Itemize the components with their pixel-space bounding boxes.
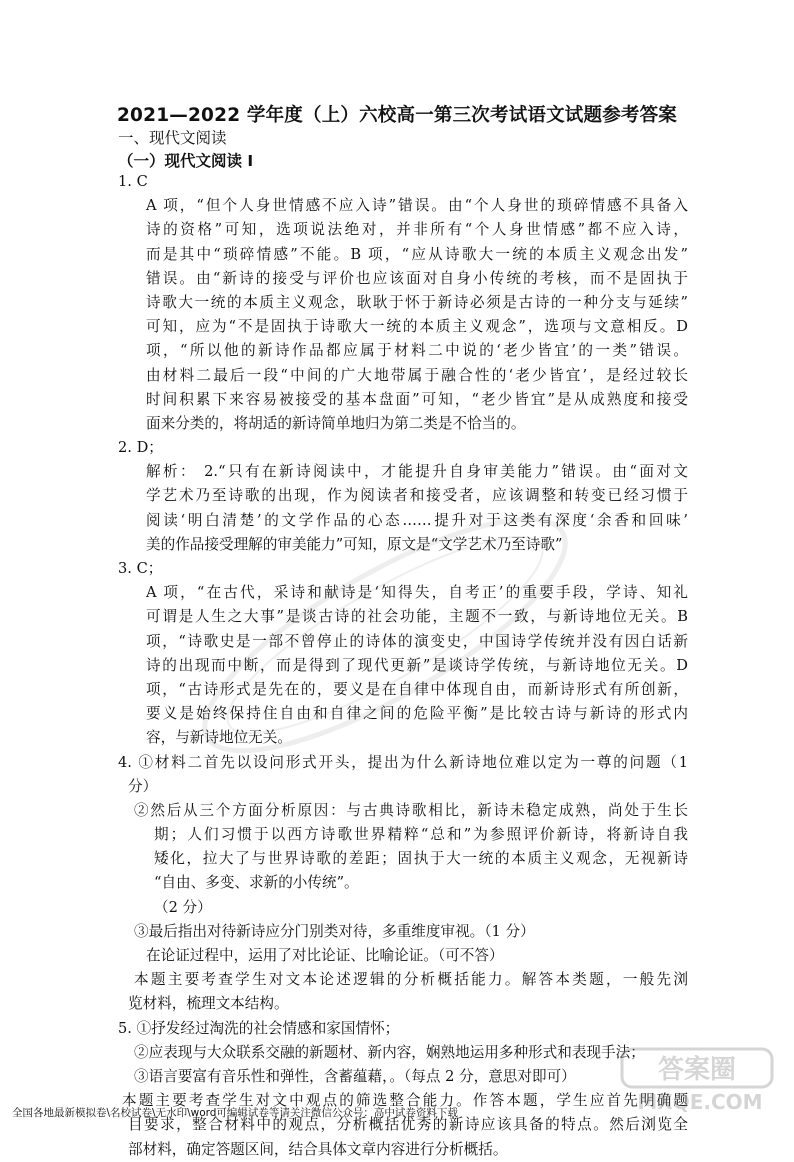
stamp-logo-graphic (620, 1045, 780, 1115)
answer-1-line: 面来分类的，将胡适的新诗简单地归为第二类是不恰当的。 (146, 414, 526, 432)
answer-2-number: 2. D； (118, 439, 163, 457)
answer-2-line: 学艺术乃至诗歌的出现，作为阅读者和接受者，应该调整和转变已经习惯于 (146, 487, 688, 505)
answer-4-line: ③最后指出对待新诗应分门别类对待，多重维度审视。（1 分） (134, 922, 535, 940)
answer-1-number: 1. C (118, 173, 148, 190)
answer-2-line: 解析： 2.“只有在新诗阅读中，才能提升自身审美能力”错误。由“面对文 (146, 463, 688, 481)
answer-4-line: “自由、多变、求新的小传统”。 (154, 874, 359, 892)
answer-1-line: 诗歌大一统的本质主义观念，耿耿于怀于新诗必须是古诗的一种分支与延续” (146, 293, 688, 311)
answer-4-line: 4. ①材料二首先以设问形式开头，提出为什么新诗地位难以定为一尊的问题（1 (118, 753, 688, 771)
stamp-logo (620, 1045, 780, 1115)
answer-body (118, 170, 688, 1162)
answer-4-line: 期；人们习惯于以西方诗歌世界精粹“总和”为参照评价新诗，将新诗自我 (154, 826, 688, 844)
answer-3-line: 容，与新诗地位无关。 (146, 729, 292, 747)
page-footer: 全国各地最新模拟卷\名校试卷\无水印\word可编辑试卷等请关注微信公众号：高中试卷资料下载 (12, 1107, 458, 1119)
document-title: 2021—2022 学年度（上）六校高一第三次考试语文试题参考答案 (116, 105, 678, 126)
answer-5-line: 5. ①抒发经过淘洗的社会情感和家国情怀； (118, 1019, 400, 1037)
answer-4-line: 在论证过程中，运用了对比论证、比喻论证。（可不答） (146, 947, 504, 964)
answer-3-line: 可谓是人生之大事”是谈古诗的社会功能，主题不一致，与新诗地位无关。B (146, 608, 688, 626)
answer-5-line: ②应表现与大众联系交融的新题材、新内容，娴熟地运用多种形式和表现手法； (134, 1043, 645, 1061)
answer-4-line: 本题主要考查学生对文本论述逻辑的分析概括能力。解答本类题，一般先浏 (134, 971, 688, 989)
subsection-heading: （一）现代文阅读 I (118, 152, 254, 170)
answer-3-line: 项，“诗歌史是一部不曾停止的诗体的演变史，中国诗学传统并没有因白话新 (146, 632, 688, 650)
answer-4-line: 矮化，拉大了与世界诗歌的差距；固执于大一统的本质主义观念，无视新诗 (154, 850, 688, 868)
answer-4-line: 览材料，梳理文本结构。 (128, 995, 289, 1013)
section-heading: 一、现代文阅读 (118, 129, 227, 147)
answer-5-line: 本题主要考查学生对文中观点的筛选整合能力。作答本题，学生应首先明确题 (122, 1092, 688, 1110)
answer-1-line: 诗的资格”可知，选项说法绝对，并非所有“个人身世情感”都不应入诗， (146, 221, 688, 239)
answer-2-line: 美的作品接受理解的审美能力”可知，原文是“文学艺术乃至诗歌” (146, 535, 563, 553)
answer-1-line: 可知，应为“不是固执于诗歌大一统的本质主义观念”，选项与文意相反。D (146, 318, 688, 336)
stamp-title-text: 答案圈 (657, 1055, 737, 1085)
answer-4-line: ②然后从三个方面分析原因：与古典诗歌相比，新诗未稳定成熟，尚处于生长 (134, 801, 688, 819)
answer-1-line: 时间积累下来容易被接受的基本盘面”可知，“老少皆宜”是从成熟度和接受 (146, 390, 688, 408)
answer-3-line: A 项，“在古代，采诗和献诗是‘知得失，自考正’的重要手段，学诗、知礼 (146, 584, 688, 602)
answer-2-line: 阅读‘明白清楚’的文学作品的心态……提升对于这类有深度‘余香和回味’ (146, 511, 688, 529)
answer-1-line: A 项，“但个人身世情感不应入诗”错误。由“个人身世的琐碎情感不具备入 (146, 197, 688, 215)
answer-3-line: 诗的出现而中断，而是得到了现代更新”是谈诗学传统，与新诗地位无关。D (146, 656, 688, 674)
answer-1-line: 由材料二最后一段“中间的广大地带属于融合性的‘老少皆宜’，是经过较长 (146, 366, 688, 384)
answer-5-line: 目要求，整合材料中的观点，分析概括优秀的新诗应该具备的特点。然后浏览全 (128, 1116, 688, 1134)
answer-1-line: 错误。由“新诗的接受与评价也应该面对自身小传统的考核，而不是固执于 (146, 269, 688, 287)
stamp-site-text: MXQE.COM (637, 1090, 763, 1114)
answer-4-line: （2 分） (154, 898, 212, 916)
answer-3-number: 3. C； (118, 560, 163, 577)
answer-5-line: 部材料，确定答题区间，结合具体文章内容进行分析概括。 (128, 1140, 508, 1158)
answer-3-line: 项，“古诗形式是先在的，要义是在自律中体现自由，而新诗形式有所创新， (146, 680, 688, 698)
answer-4-line: 分） (128, 777, 158, 795)
answer-5-line: ③语言要富有音乐性和弹性，含蓄蕴藉，。（每点 2 分，意思对即可） (134, 1067, 576, 1085)
answer-1-line: 而是其中“琐碎情感”不能。B 项，“应从诗歌大一统的本质主义观念出发” (146, 245, 688, 263)
answer-3-line: 要义是始终保持住自由和自律之间的危险平衡”是比较古诗与新诗的形式内 (146, 705, 688, 723)
answer-1-line: 项，“所以他的新诗作品都应属于材料二中说的‘老少皆宜’的一类”错误。 (146, 342, 688, 360)
